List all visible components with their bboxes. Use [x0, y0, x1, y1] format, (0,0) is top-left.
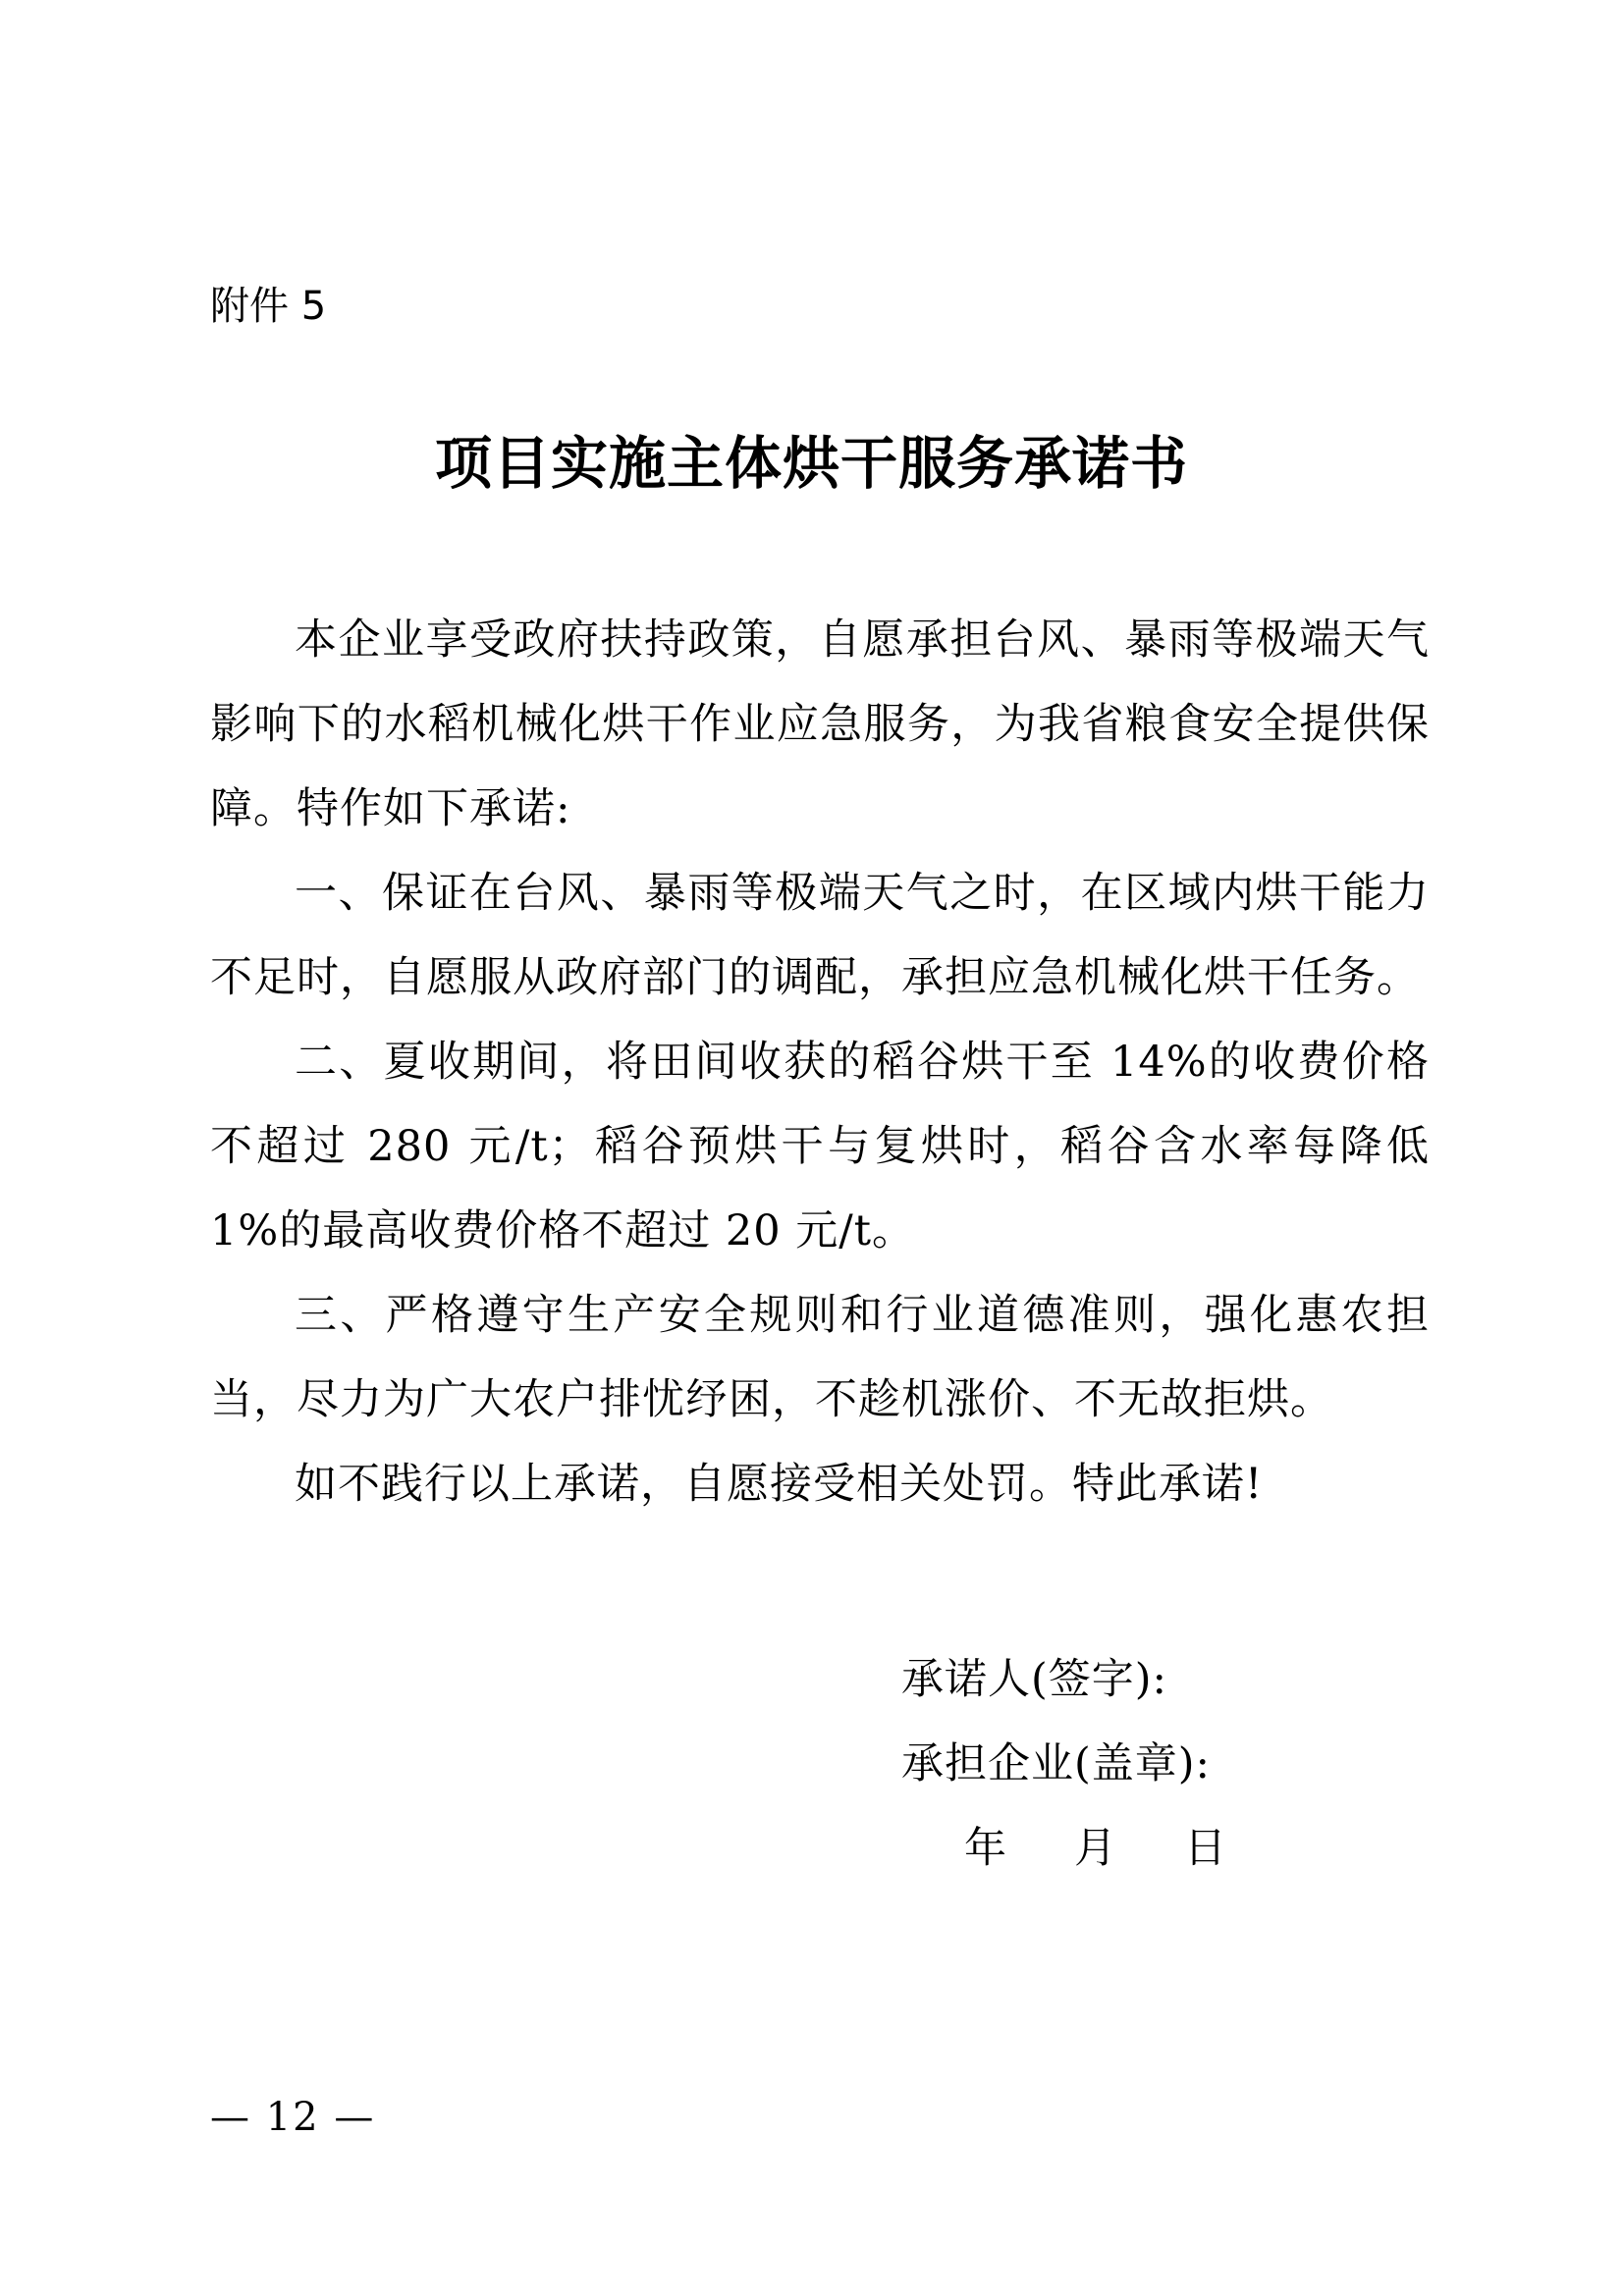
date-year-label: 年 [964, 1824, 1007, 1873]
promisor-signature-label: 承诺人(签字): [901, 1655, 1168, 1704]
date-day-label: 日 [1184, 1824, 1227, 1873]
commitment-paragraph-3: 三、严格遵守生产安全规则和行业道德准则，强化惠农担当，尽力为广大农户排忧纾困，不趁机涨价、不无故拒烘。 [210, 1291, 1430, 1424]
commitment-paragraph-1: 一、保证在台风、暴雨等极端天气之时，在区域内烘干能力不足时，自愿服从政府部门的调配，承担应急机械化烘干任务。 [210, 869, 1430, 1002]
enterprise-seal-label: 承担企业(盖章): [901, 1739, 1212, 1789]
page-number: — 12 — [210, 2095, 376, 2140]
signature-block [901, 1637, 1227, 1891]
commitment-paragraph-2: 二、夏收期间，将田间收获的稻谷烘干至 14%的收费价格不超过 280 元/t；稻谷预烘干与复烘时，稻谷含水率每降低 1%的最高收费价格不超过 20 元/t。 [210, 1038, 1430, 1255]
intro-paragraph: 本企业享受政府扶持政策，自愿承担台风、暴雨等极端天气影响下的水稻机械化烘干作业应急服务，为我省粮食安全提供保障。特作如下承诺: [210, 615, 1430, 833]
closing-paragraph: 如不践行以上承诺，自愿接受相关处罚。特此承诺! [295, 1460, 1264, 1509]
attachment-label: 附件 5 [210, 284, 327, 329]
date-month-label: 月 [1074, 1824, 1117, 1873]
document-title: 项目实施主体烘干服务承诺书 [434, 430, 1188, 497]
date-line [901, 1806, 1227, 1891]
document-body [210, 598, 1430, 1526]
